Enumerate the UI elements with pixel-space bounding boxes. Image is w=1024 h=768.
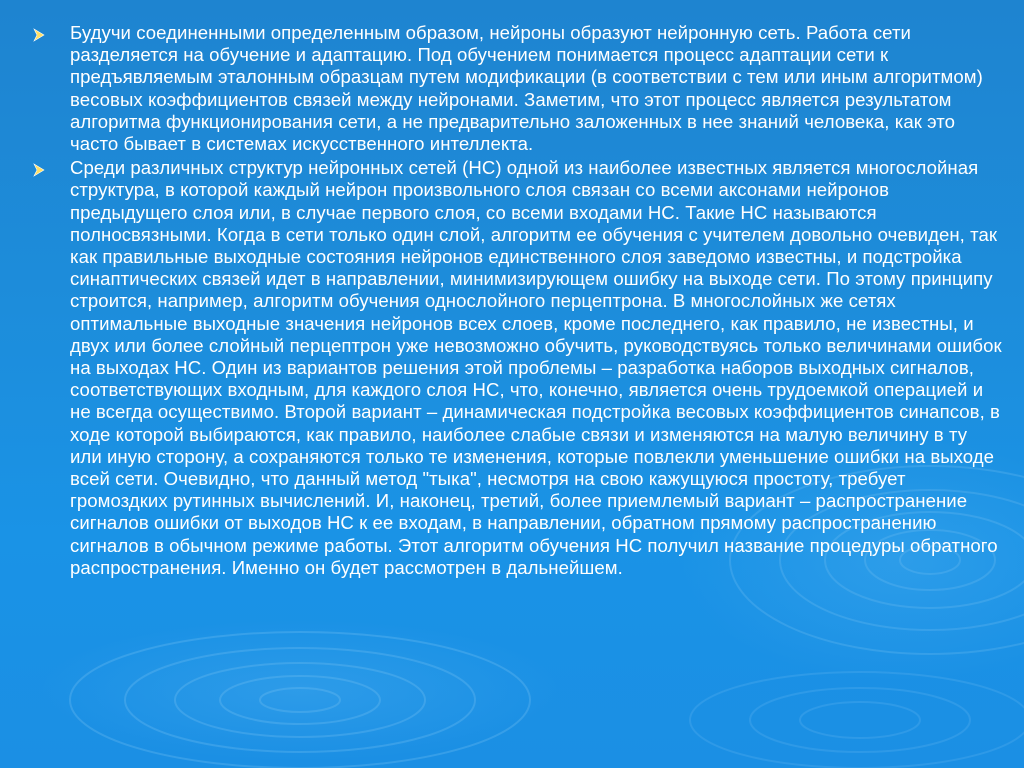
bullet-text: Среди различных структур нейронных сетей (НС) одной из наиболее известных является многослойная структура, в которой каждый нейрон произвольного слоя связан со всеми аксонами нейронов предыдущего слоя или, в случае первого слоя, со всеми входами НС. Такие НС называются полносвязными. Когда в сети только один слой, алгоритм ее обучения с учителем довольно очевиден, так как правильные выходные состояния нейронов единственного слоя заведомо известны, и подстройка синаптических связей идет в направлении, минимизирующем ошибку на выходе сети. По этому принципу строится, например, алгоритм обучения однослойного перцептрона. В многослойных же сетях оптимальные выходные значения нейронов всех слоев, кроме последнего, как правило, не известны, и двух или более слойный перцептрон уже невозможно обучить, руководствуясь только величинами ошибок на выходах НС. Один из вариантов решения этой проблемы – разработка наборов выходных сигналов, соответствующих входным, для каждого слоя НС, что, конечно, является очень трудоемкой операцией и не всегда осуществимо. Второй вариант – динамическая подстройка весовых коэффициентов синапсов, в ходе которой выбираются, как правило, наиболее слабые связи и изменяются на малую величину в ту или иную сторону, а сохраняются только те изменения, которые повлекли уменьшение ошибки на выходе всей сети. Очевидно, что данный метод "тыка", несмотря на свою кажущуюся простоту, требует громоздких рутинных вычислений. И, наконец, третий, более приемлемый вариант – распространение сигналов ошибки от выходов НС к ее входам, в направлении, обратном прямому распространению сигналов в обычном режиме работы. Этот алгоритм обучения НС получил название процедуры обратного распространения. Именно он будет рассмотрен в дальнейшем. (70, 157, 1002, 578)
slide-content (30, 22, 1002, 581)
bullet-item-2 (30, 157, 1002, 579)
bullet-item-1 (30, 22, 1002, 155)
arrow-bullet-icon (32, 28, 46, 42)
bullet-text: Будучи соединенными определенным образом, нейроны образуют нейронную сеть. Работа сети разделяется на обучение и адаптацию. Под обучением понимается процесс адаптации сети к предъявляемым эталонным образцам путем модификации (в соответствии с тем или иным алгоритмом) весовых коэффициентов связей между нейронами. Заметим, что этот процесс является результатом алгоритма функционирования сети, а не предварительно заложенных в нее знаний человека, как это часто бывает в системах искусственного интеллекта. (70, 22, 983, 155)
arrow-bullet-icon (32, 163, 46, 177)
